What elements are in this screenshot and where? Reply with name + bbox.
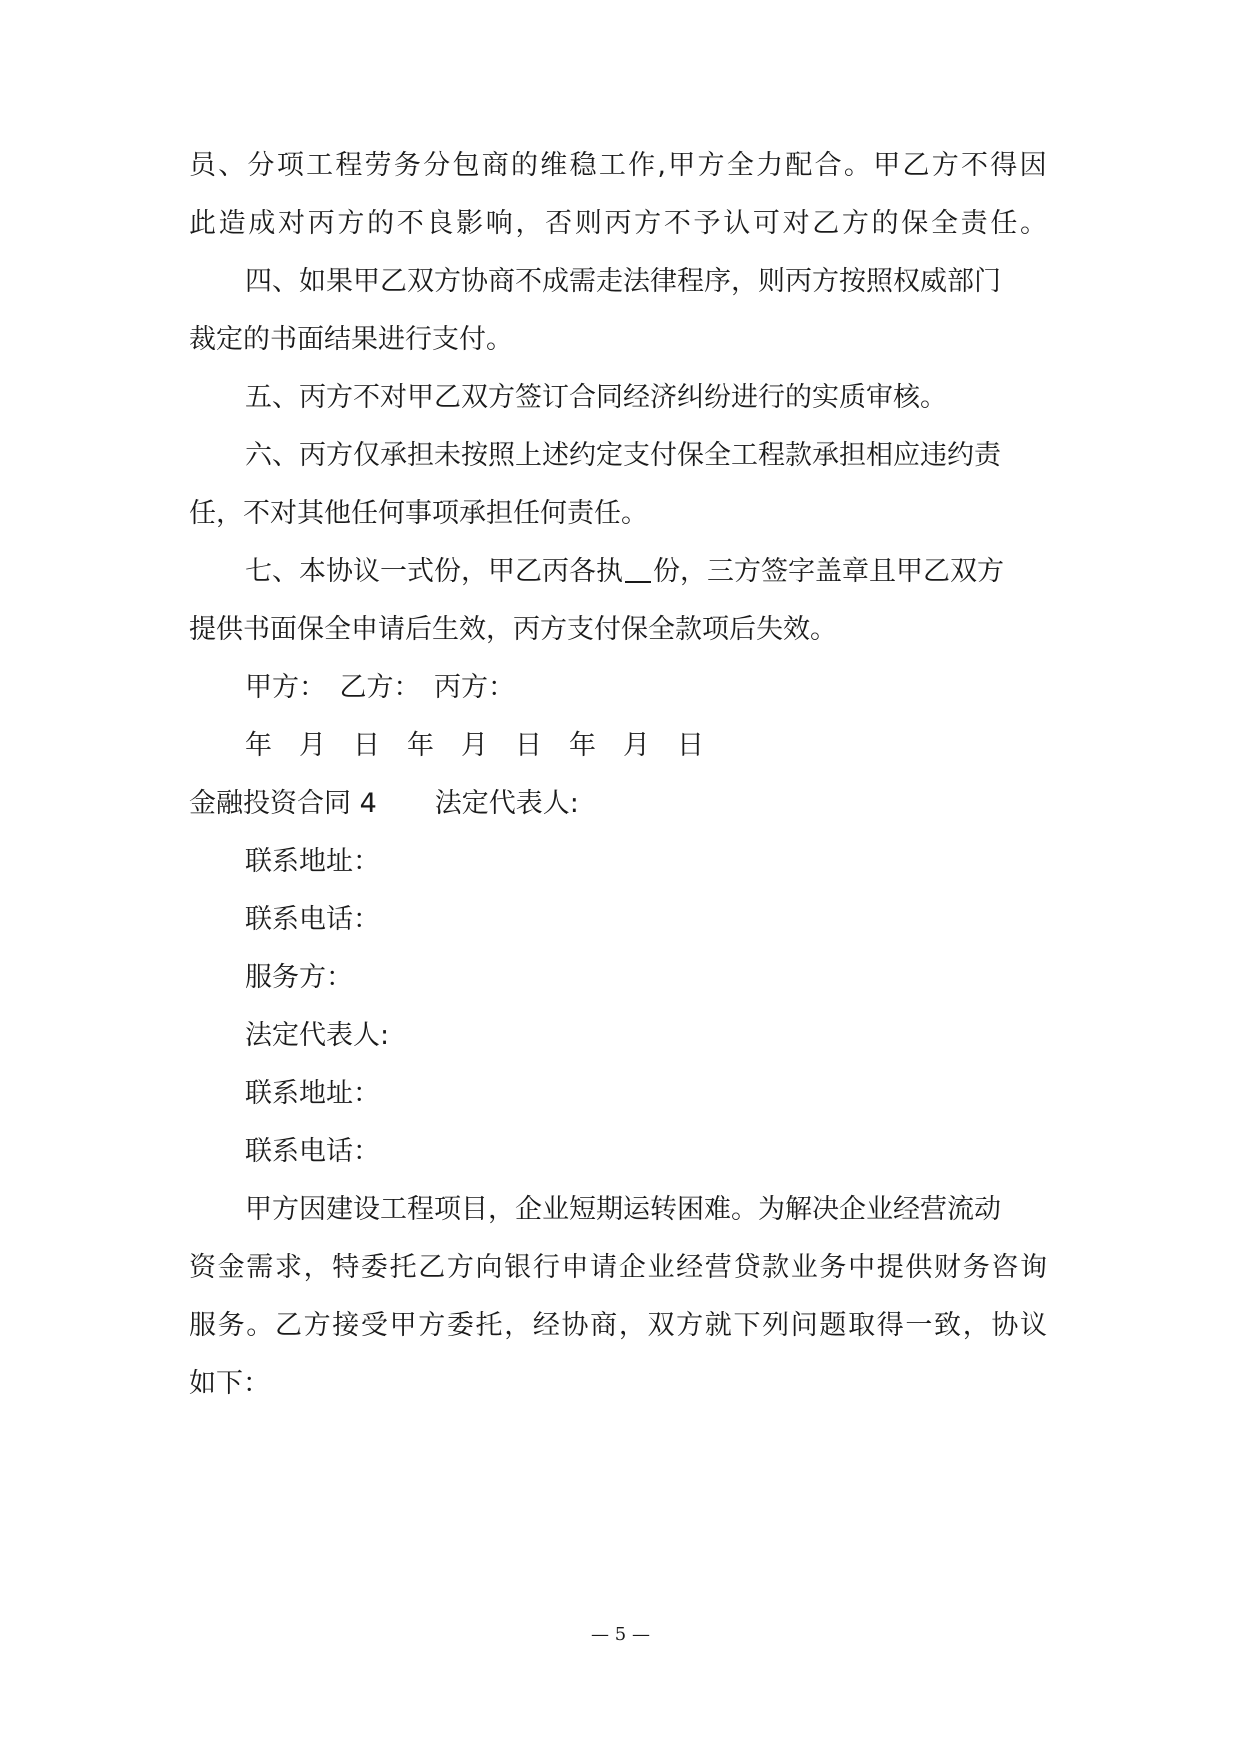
paragraph-line: 四、如果甲乙双方协商不成需走法律程序，则丙方按照权威部门 (245, 266, 1001, 297)
paragraph-line: 任，不对其他任何事项承担任何责任。 (189, 498, 648, 529)
page-number: — 5 — (591, 1624, 650, 1645)
service-party-field: 服务方： (245, 962, 353, 993)
legal-rep-label: 法定代表人: (434, 788, 579, 819)
clause-seven-text-b: 份，三方签字盖章且甲乙双方 (653, 556, 1004, 587)
legal-rep-field: 法定代表人: (245, 1020, 390, 1051)
paragraph-line: 服务。乙方接受甲方委托，经协商，双方就下列问题取得一致，协议 (189, 1310, 1049, 1341)
contact-phone-field: 联系电话： (245, 904, 380, 935)
contact-address-field: 联系地址： (245, 846, 380, 877)
paragraph-line: 裁定的书面结果进行支付。 (189, 324, 513, 355)
contract-title: 金融投资合同 4 (189, 788, 377, 819)
clause-seven-line (245, 552, 1004, 592)
paragraph-line: 提供书面保全申请后生效，丙方支付保全款项后失效。 (189, 614, 837, 645)
clause-seven-text-a: 七、本协议一式份，甲乙丙各执 (245, 556, 623, 587)
contract-heading-line (189, 784, 579, 824)
contact-phone-field: 联系电话： (245, 1136, 380, 1167)
paragraph-line: 甲方因建设工程项目，企业短期运转困难。为解决企业经营流动 (245, 1194, 1001, 1225)
paragraph-line: 此造成对丙方的不良影响，否则丙方不予认可对乙方的保全责任。 (189, 208, 1050, 239)
paragraph-line: 如下： (189, 1368, 270, 1399)
paragraph-line: 六、丙方仅承担未按照上述约定支付保全工程款承担相应违约责 (245, 440, 1001, 471)
signature-parties: 甲方： 乙方： 丙方： (245, 672, 515, 703)
blank-underline (625, 555, 651, 583)
paragraph-line: 员、分项工程劳务分包商的维稳工作,甲方全力配合。甲乙方不得因 (189, 150, 1049, 181)
paragraph-line: 五、丙方不对甲乙双方签订合同经济纠纷进行的实质审核。 (245, 382, 947, 413)
signature-dates: 年 月 日 年 月 日 年 月 日 (245, 730, 704, 761)
paragraph-line: 资金需求，特委托乙方向银行申请企业经营贷款业务中提供财务咨询 (189, 1252, 1049, 1283)
contact-address-field: 联系地址： (245, 1078, 380, 1109)
